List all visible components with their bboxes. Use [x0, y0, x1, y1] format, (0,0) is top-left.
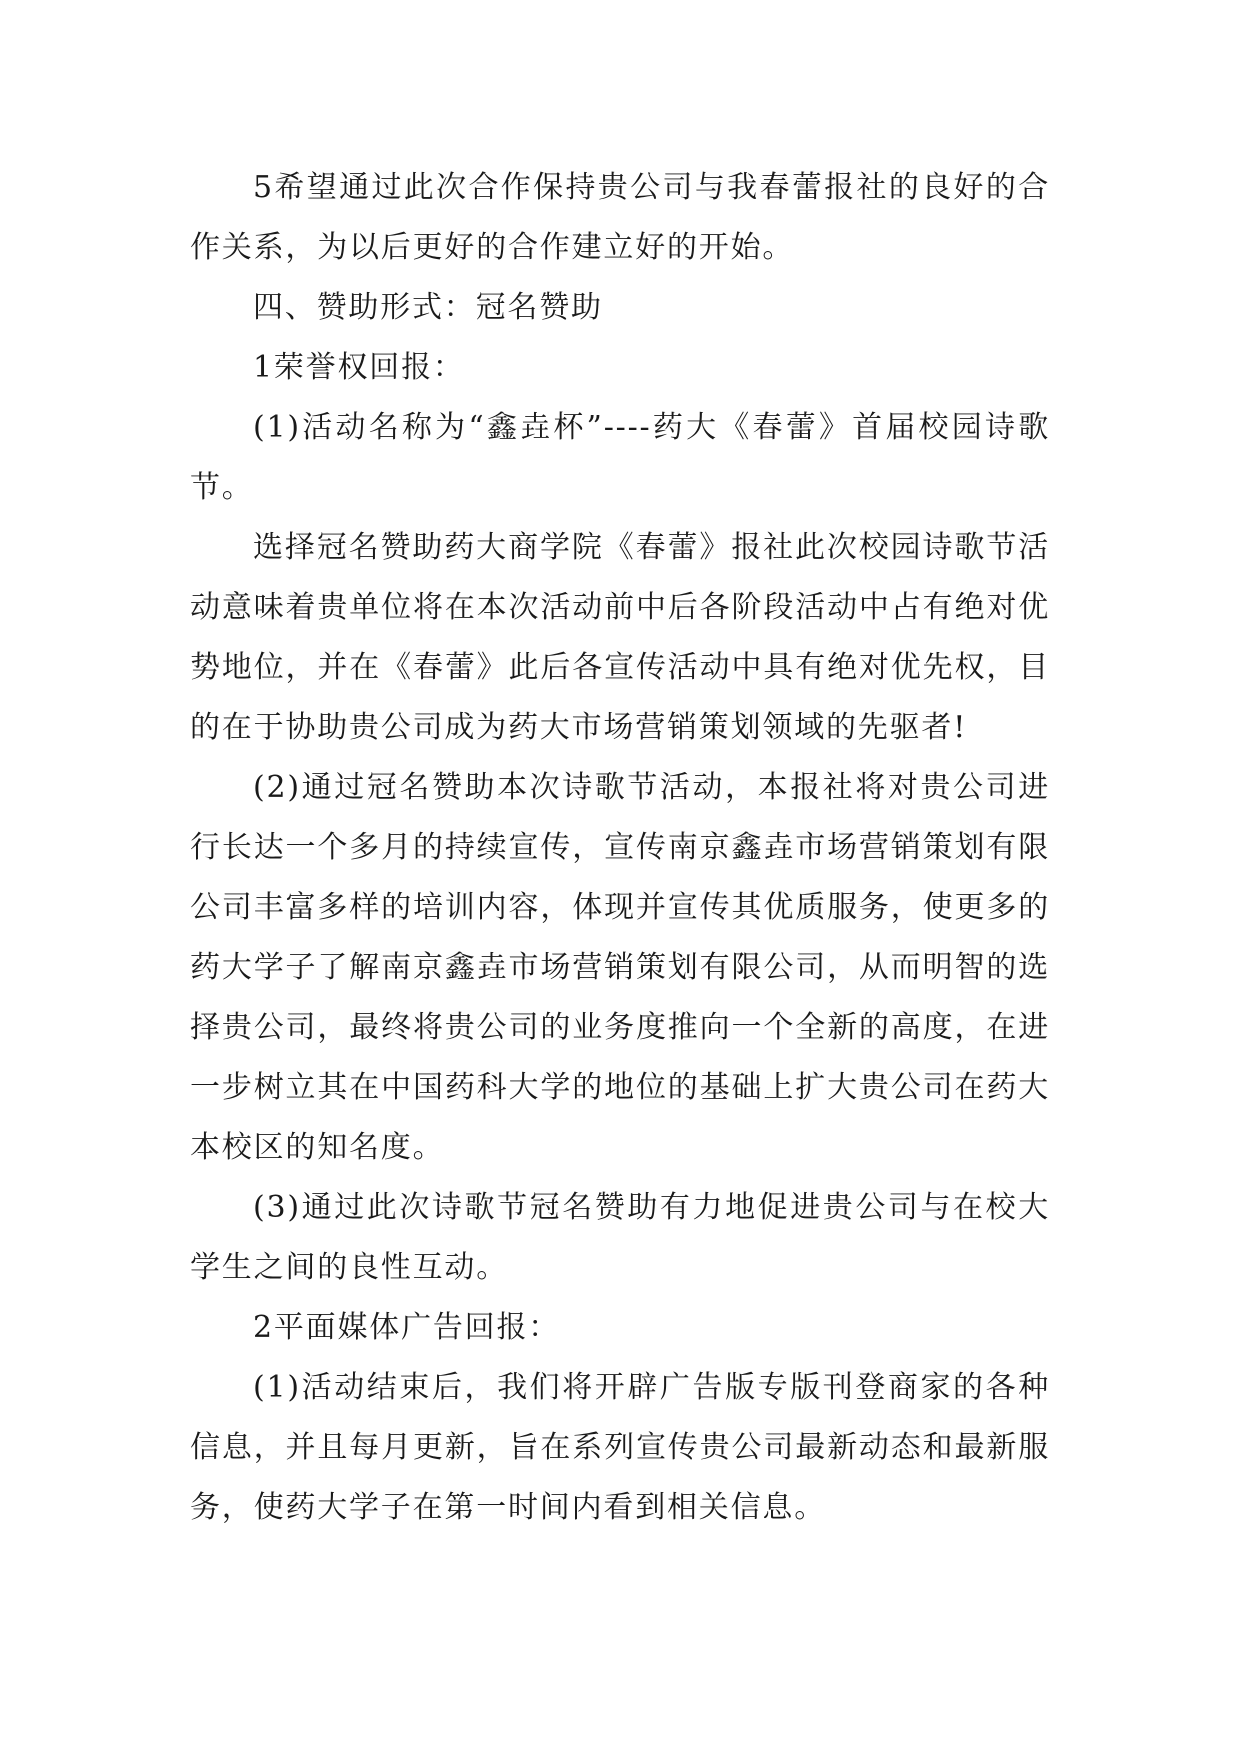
paragraph-event-name: (1)活动名称为“鑫垚杯”----药大《春蕾》首届校园诗歌节。 [190, 410, 1050, 505]
paragraph-sponsorship-advantage: 选择冠名赞助药大商学院《春蕾》报社此次校园诗歌节活动意味着贵单位将在本次活动前中后各阶段活动中占有绝对优势地位，并在《春蕾》此后各宣传活动中具有绝对优先权，目的在于协助贵公司成为药大市场营销策划领域的先驱者! [190, 530, 1050, 745]
subheading-honor-rights: 1荣誉权回报： [253, 350, 465, 385]
paragraph-interaction: (3)通过此次诗歌节冠名赞助有力地促进贵公司与在校大学生之间的良性互动。 [190, 1190, 1050, 1285]
document-body [190, 158, 1050, 1538]
paragraph-advertising-column: (1)活动结束后，我们将开辟广告版专版刊登商家的各种信息，并且每月更新，旨在系列宣传贵公司最新动态和最新服务，使药大学子在第一时间内看到相关信息。 [190, 1370, 1050, 1525]
paragraph-publicity: (2)通过冠名赞助本次诗歌节活动，本报社将对贵公司进行长达一个多月的持续宣传，宣传南京鑫垚市场营销策划有限公司丰富多样的培训内容，体现并宣传其优质服务，使更多的药大学子了解南京鑫垚市场营销策划有限公司，从而明智的选择贵公司，最终将贵公司的业务度推向一个全新的高度，在进一步树立其在中国药科大学的地位的基础上扩大贵公司在药大本校区的知名度。 [190, 770, 1050, 1165]
section-heading-sponsorship-form: 四、赞助形式：冠名赞助 [253, 290, 603, 325]
paragraph-cooperation-goal: 5希望通过此次合作保持贵公司与我春蕾报社的良好的合作关系，为以后更好的合作建立好的开始。 [190, 170, 1050, 265]
subheading-print-media: 2平面媒体广告回报： [253, 1310, 561, 1345]
